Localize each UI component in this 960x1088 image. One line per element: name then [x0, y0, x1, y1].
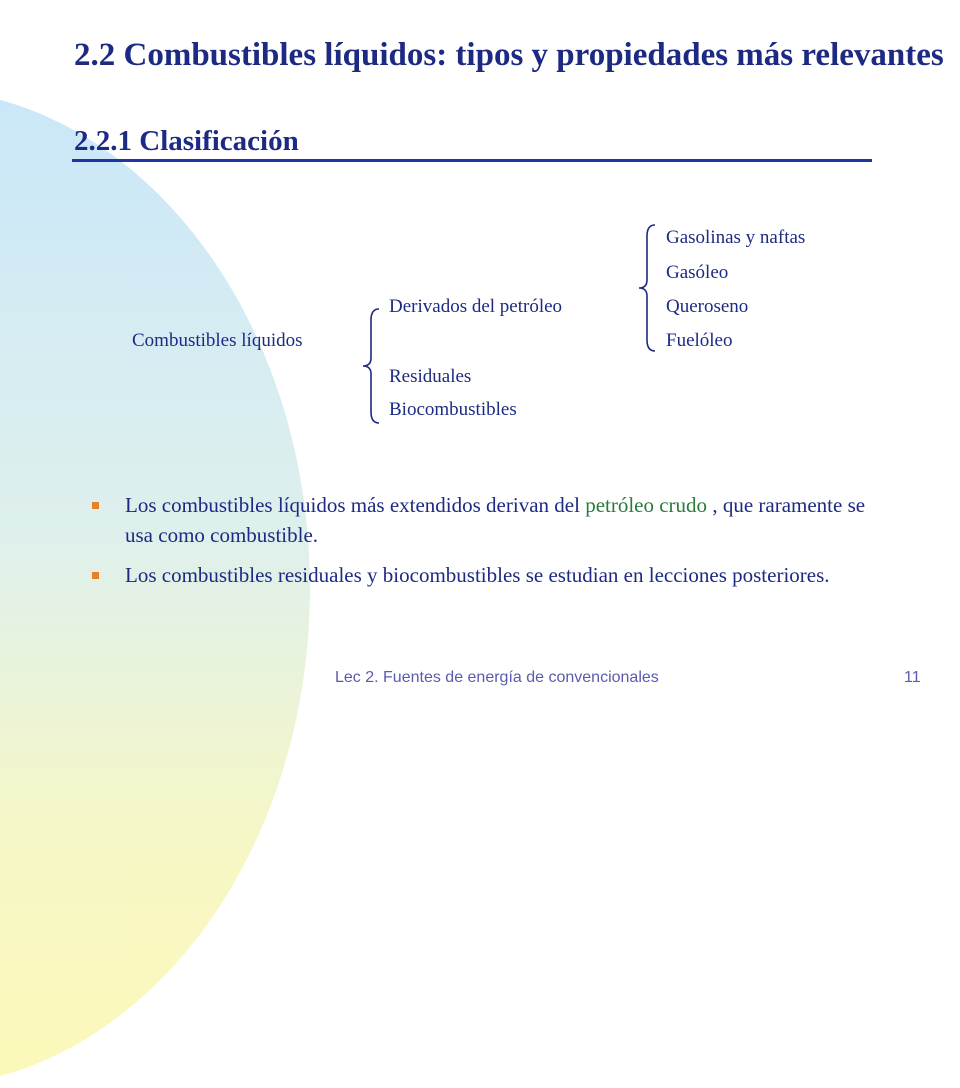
tree-leaf-gasoil: Gasóleo: [666, 262, 729, 283]
bullet-item: [92, 560, 892, 590]
petroleum-brace: [636, 224, 658, 352]
tree-leaf-gasolines: Gasolinas y naftas: [666, 227, 806, 248]
tree-branch-biofuels: Biocombustibles: [389, 399, 517, 420]
page-number: 11: [904, 669, 921, 686]
tree-root: Combustibles líquidos: [132, 330, 303, 351]
bullet-square-icon: [92, 502, 99, 509]
bullet-text-after: , que raramente se usa como combustible.: [125, 493, 866, 547]
bullet-item: [92, 490, 892, 550]
bullet-list: [92, 490, 892, 600]
tree-leaf-fueloil: Fuelóleo: [666, 330, 733, 351]
tree-branch-residuals: Residuales: [389, 366, 472, 387]
tree-branch-petroleum: Derivados del petróleo: [389, 296, 563, 317]
bullet-square-icon: [92, 572, 99, 579]
highlight-crude-oil: petróleo crudo: [585, 493, 708, 517]
bullet-text: Los combustibles residuales y biocombustibles se estudian en lecciones posteriores.: [125, 563, 830, 587]
slide-title: 2.2 Combustibles líquidos: tipos y propiedades más relevantes: [74, 37, 944, 73]
tree-leaf-kerosene: Queroseno: [666, 296, 749, 317]
slide-subtitle: 2.2.1 Clasificación: [74, 125, 299, 157]
root-brace: [360, 308, 382, 424]
bullet-text-before: Los combustibles líquidos más extendidos derivan del: [125, 493, 586, 517]
title-underline: [72, 159, 872, 162]
footer-text: Lec 2. Fuentes de energía de convencionales: [335, 669, 659, 686]
